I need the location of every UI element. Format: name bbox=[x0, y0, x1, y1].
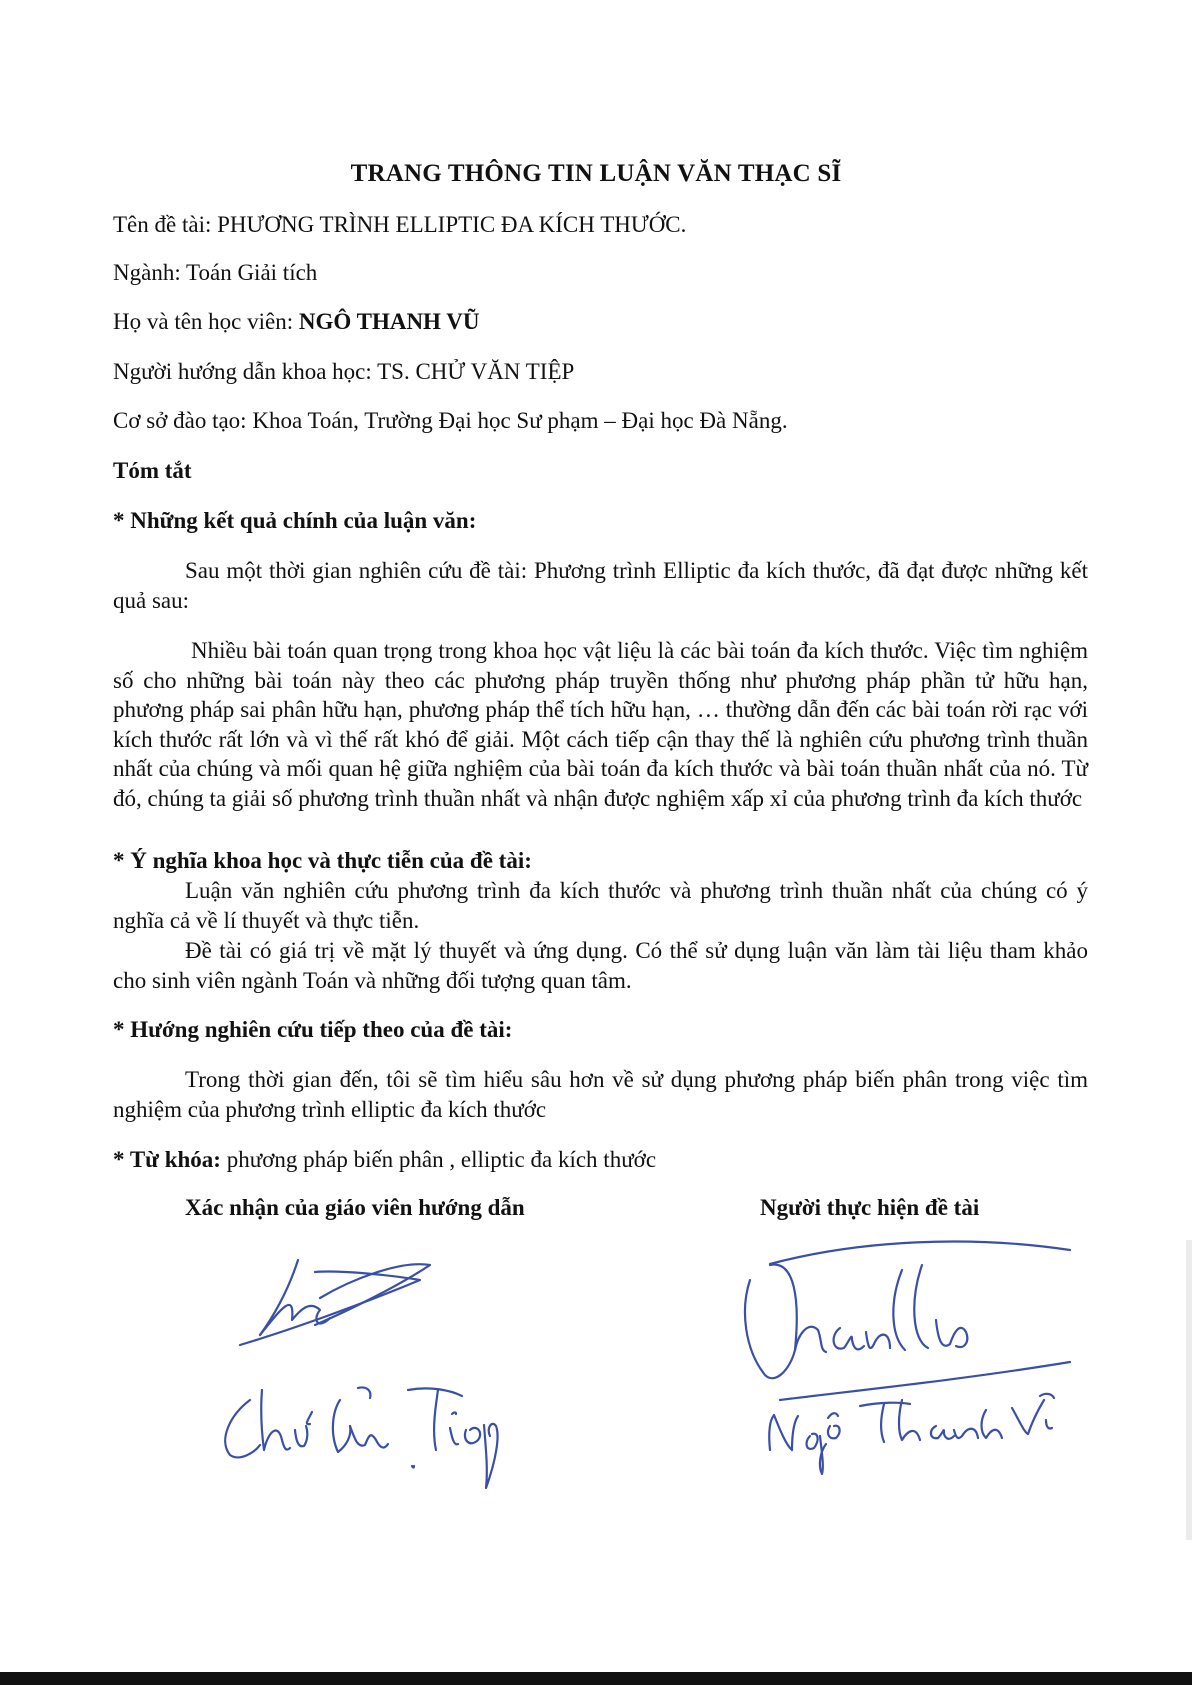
scan-bottom-edge bbox=[0, 1672, 1192, 1685]
significance-paragraph-1: Luận văn nghiên cứu phương trình đa kích thước và phương trình thuần nhất của chúng có ý nghĩa cả về lí thuyết và thực tiễn. bbox=[113, 878, 1088, 933]
advisor-value: TS. CHỬ VĂN TIỆP bbox=[377, 359, 575, 384]
advisor-signature-image bbox=[200, 1240, 520, 1510]
institution-line bbox=[113, 406, 1088, 436]
major-value: Toán Giải tích bbox=[186, 260, 318, 285]
author-heading: Người thực hiện đề tài bbox=[760, 1195, 980, 1220]
keywords-line bbox=[113, 1145, 1088, 1175]
topic-label: Tên đề tài: bbox=[113, 212, 218, 237]
significance-heading: * Ý nghĩa khoa học và thực tiễn của đề tài: bbox=[113, 848, 532, 873]
keywords-value: phương pháp biến phân , elliptic đa kích thước bbox=[220, 1147, 657, 1172]
student-line bbox=[113, 307, 1088, 337]
abstract-heading: Tóm tắt bbox=[113, 458, 192, 483]
future-body: Trong thời gian đến, tôi sẽ tìm hiểu sâu hơn về sử dụng phương pháp biến phân trong việc tìm nghiệm của phương trình elliptic đa kích thước bbox=[113, 1067, 1088, 1122]
student-value: NGÔ THANH VŨ bbox=[298, 309, 480, 334]
topic-value: PHƯƠNG TRÌNH ELLIPTIC ĐA KÍCH THƯỚC. bbox=[217, 212, 687, 237]
results-body: Nhiều bài toán quan trọng trong khoa học vật liệu là các bài toán đa kích thước. Việc tìm nghiệm số cho những bài toán này theo các phương pháp truyền thống như phương pháp phần tử hữu hạn, phương pháp sai phân hữu hạn, phương pháp thể tích hữu hạn, … thường dẫn đến các bài toán rời rạc với kích thước rất lớn và vì thế rất khó để giải. Một cách tiếp cận thay thế là nghiên cứu phương trình thuần nhất của chúng và mối quan hệ giữa nghiệm của bài toán đa kích thước và bài toán thuần nhất của nó. Từ đó, chúng ta giải số phương trình thuần nhất và nhận được nghiệm xấp xỉ của phương trình đa kích thước bbox=[113, 638, 1088, 811]
institution-value: Khoa Toán, Trường Đại học Sư phạm – Đại học Đà Nẵng. bbox=[252, 408, 788, 433]
page-title: TRANG THÔNG TIN LUẬN VĂN THẠC SĨ bbox=[350, 160, 842, 187]
topic-line bbox=[113, 210, 1088, 240]
major-label: Ngành: bbox=[113, 260, 187, 285]
institution-label: Cơ sở đào tạo: bbox=[113, 408, 253, 433]
advisor-line bbox=[113, 357, 1088, 387]
author-signature-image bbox=[740, 1240, 1100, 1480]
results-heading: * Những kết quả chính của luận văn: bbox=[113, 508, 477, 533]
advisor-confirmation-heading: Xác nhận của giáo viên hướng dẫn bbox=[185, 1195, 525, 1220]
advisor-label: Người hướng dẫn khoa học: bbox=[113, 359, 378, 384]
results-intro: Sau một thời gian nghiên cứu đề tài: Phương trình Elliptic đa kích thước, đã đạt được những kết quả sau: bbox=[113, 558, 1088, 613]
significance-paragraph-2: Đề tài có giá trị về mặt lý thuyết và ứng dụng. Có thể sử dụng luận văn làm tài liệu tham khảo cho sinh viên ngành Toán và những đối tượng quan tâm. bbox=[113, 938, 1088, 993]
future-heading: * Hướng nghiên cứu tiếp theo của đề tài: bbox=[113, 1017, 513, 1042]
student-label: Họ và tên học viên: bbox=[113, 309, 299, 334]
keywords-label: * Từ khóa: bbox=[113, 1147, 221, 1172]
scan-edge-mark bbox=[1186, 1240, 1192, 1540]
major-line bbox=[113, 258, 1088, 288]
